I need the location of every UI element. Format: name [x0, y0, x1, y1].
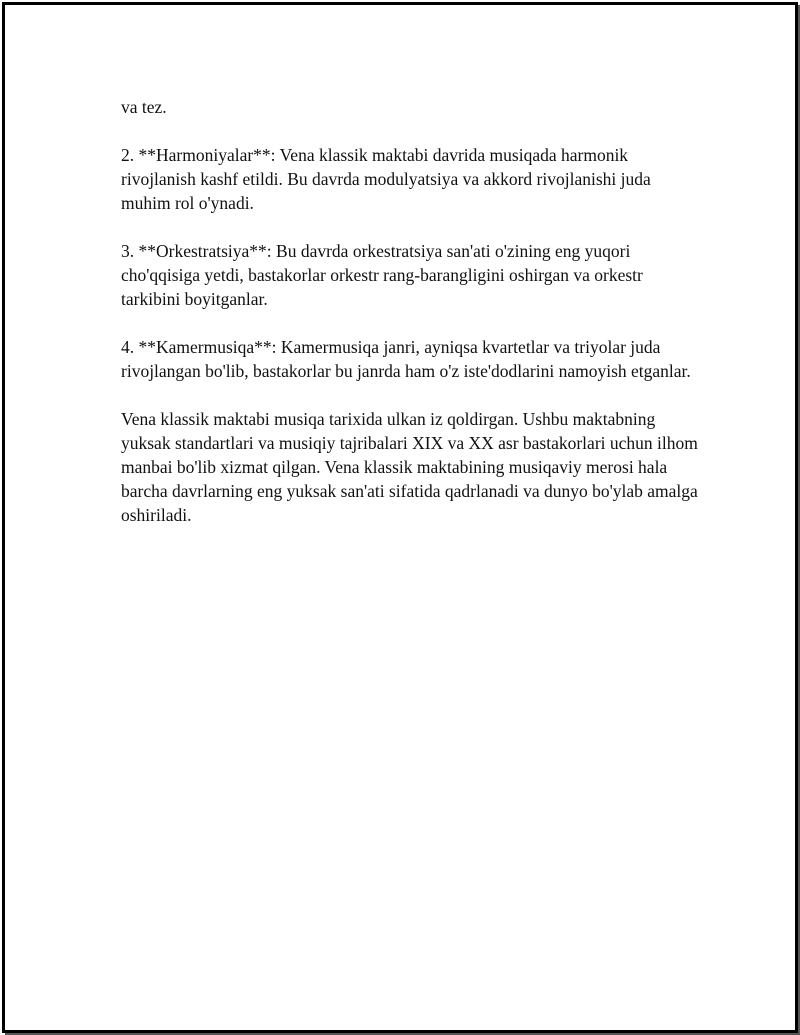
document-body: [121, 95, 701, 551]
paragraph-harmonies: 2. **Harmoniyalar**: Vena klassik maktabi davrida musiqada harmonik rivojlanish kashf etildi. Bu davrda modulyatsiya va akkord rivojlanishi juda muhim rol o'ynadi.: [121, 145, 651, 213]
paragraph-chamber-music: 4. **Kamermusiqa**: Kamermusiqa janri, ayniqsa kvartetlar va triyolar juda rivojlangan bo'lib, bastakorlar bu janrda ham o'z iste'dodlarini namoyish etganlar.: [121, 337, 691, 381]
paragraph-continuation: va tez.: [121, 97, 167, 117]
paragraph-conclusion: Vena klassik maktabi musiqa tarixida ulkan iz qoldirgan. Ushbu maktabning yuksak standartlari va musiqiy tajribalari XIX va XX asr bastakorlari uchun ilhom manbai bo'lib xizmat qilgan. Vena klassik maktabining musiqaviy merosi hala barcha davrlarning eng yuksak san'ati sifatida qadrlanadi va dunyo bo'ylab amalga oshiriladi.: [121, 409, 698, 525]
paragraph-orchestration: 3. **Orkestratsiya**: Bu davrda orkestratsiya san'ati o'zining eng yuqori cho'qqisiga yetdi, bastakorlar orkestr rang-barangligini oshirgan va orkestr tarkibini boyitganlar.: [121, 241, 643, 309]
document-page: [2, 2, 798, 1033]
